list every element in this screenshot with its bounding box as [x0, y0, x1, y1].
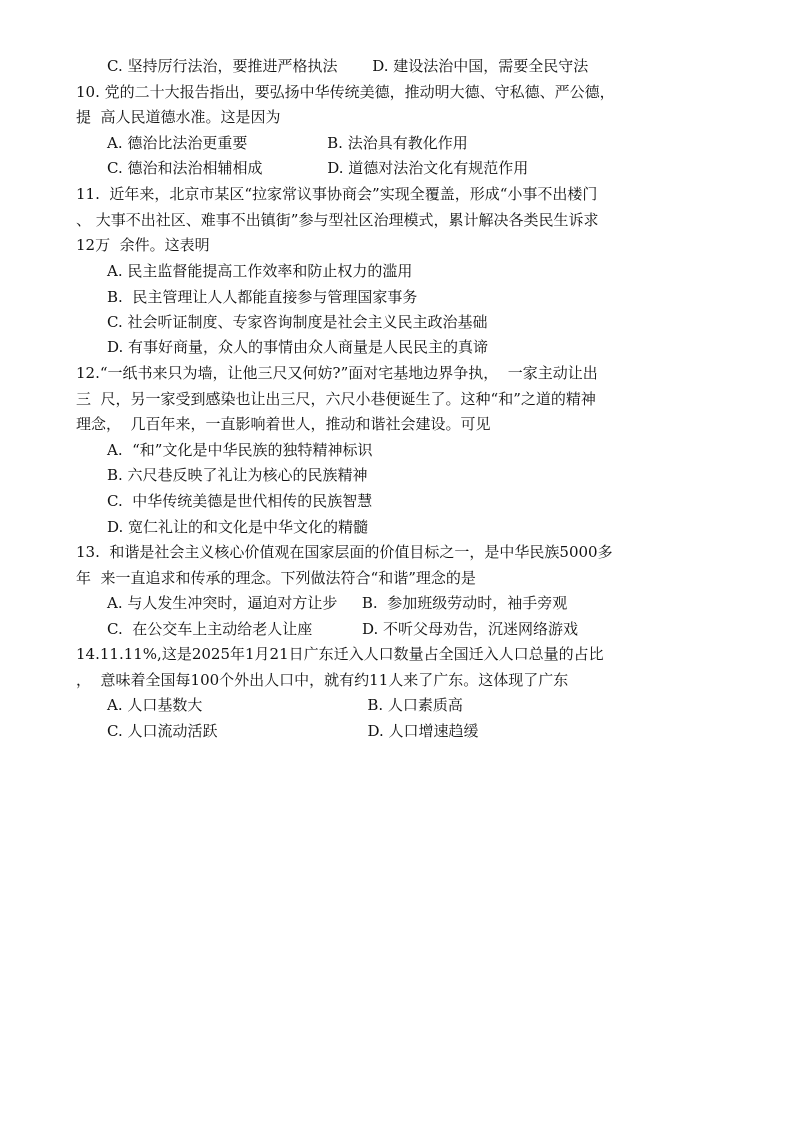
q11-stem-line-1: 11. 近年来，北京市某区“拉家常议事协商会”实现全覆盖，形成“小事不出楼门 — [76, 185, 598, 203]
q14-options-ab: A. 人口基数大 B. 人口素质高 — [107, 696, 463, 714]
q10-stem-line-1: 10. 党的二十大报告指出，要弘扬中华传统美德，推动明大德、守私德、严公德， — [76, 83, 615, 101]
q14-stem-line-2: ， 意味着全国每100个外出人口中，就有约11人来了广东。这体现了广东 — [76, 671, 569, 689]
q11-stem-line-2: 、 大事不出社区、难事不出镇街”参与型社区治理模式，累计解决各类民生诉求 — [76, 211, 599, 229]
q10-options-ab: A. 德治比法治更重要 B. 法治具有教化作用 — [107, 134, 468, 152]
q13-options-cd: C. 在公交车上主动给老人让座 D. 不听父母劝告，沉迷网络游戏 — [107, 620, 579, 638]
q12-option-c: C. 中华传统美德是世代相传的民族智慧 — [107, 492, 373, 510]
q11-option-b: B. 民主管理让人人都能直接参与管理国家事务 — [107, 288, 418, 306]
q12-stem-line-1: 12.“一纸书来只为墙，让他三尺又何妨?”面对宅基地边界争执， 一家主动让出 — [76, 364, 598, 382]
q14-options-cd: C. 人口流动活跃 D. 人口增速趋缓 — [107, 722, 479, 740]
q13-stem-line-2: 年 来一直追求和传承的理念。下列做法符合“和谐”理念的是 — [76, 569, 476, 587]
q10-stem-line-2: 提 高人民道德水准。这是因为 — [76, 108, 281, 126]
q9-options-cd: C. 坚持厉行法治，要推进严格执法 D. 建设法治中国，需要全民守法 — [107, 57, 589, 75]
q14-stem-line-1: 14.11.11%,这是2025年1月21日广东迁入人口数量占全国迁入人口总量的占比 — [76, 645, 604, 663]
q11-option-a: A. 民主监督能提高工作效率和防止权力的滥用 — [107, 262, 413, 280]
q12-option-b: B. 六尺巷反映了礼让为核心的民族精神 — [107, 466, 368, 484]
q11-option-d: D. 有事好商量，众人的事情由众人商量是人民民主的真谛 — [107, 338, 489, 356]
q11-stem-line-3: 12万 余件。这表明 — [76, 236, 210, 254]
q12-option-d: D. 宽仁礼让的和文化是中华文化的精髓 — [107, 518, 369, 536]
q12-stem-line-3: 理念， 几百年来，一直影响着世人，推动和谐社会建设。可见 — [76, 415, 491, 433]
q12-option-a: A. “和”文化是中华民族的独特精神标识 — [107, 441, 373, 459]
q12-stem-line-2: 三 尺，另一家受到感染也让出三尺，六尺小巷便诞生了。这种“和”之道的精神 — [76, 390, 596, 408]
q11-option-c: C. 社会听证制度、专家咨询制度是社会主义民主政治基础 — [107, 313, 488, 331]
q13-stem-line-1: 13. 和谐是社会主义核心价值观在国家层面的价值目标之一，是中华民族5000多 — [76, 543, 613, 561]
q13-options-ab: A. 与人发生冲突时，逼迫对方让步 B. 参加班级劳动时，袖手旁观 — [107, 594, 568, 612]
q10-options-cd: C. 德治和法治相辅相成 D. 道德对法治文化有规范作用 — [107, 159, 529, 177]
